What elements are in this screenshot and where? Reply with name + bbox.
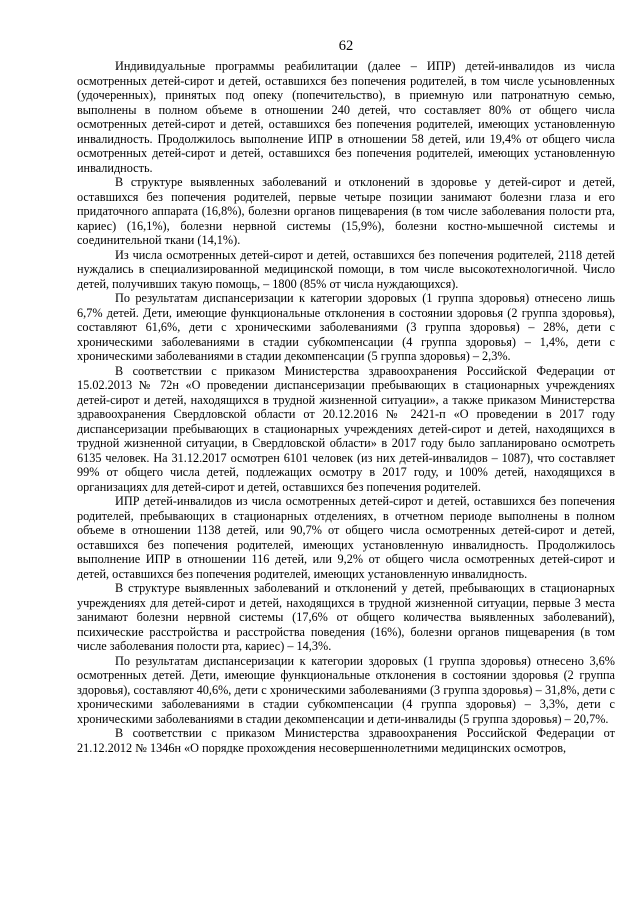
paragraph-order-72n: В соответствии с приказом Министерства здравоохранения Российской Федерации от 15.02.2013 № 72н «О проведении диспансеризации пребывающих в стационарных учреждениях детей-сирот и детей, находящихся в трудной жизненной ситуации», а также приказом Министерства здравоохранения Свердловской области от 20.12.2016 № 2421-п «О проведении в 2017 году диспансеризации пребывающих в стационарных учреждениях детей-сирот и детей, находящихся в трудной жизненной ситуации, в Свердловской области» в 2017 году было запланировано осмотреть 6135 человек. На 31.12.2017 осмотрен 6101 человек (из них детей-инвалидов – 1087), что составляет 99% от общего числа детей, подлежащих осмотру в 2017 году, и 100% детей, находящихся в организациях для детей-сирот и детей, оставшихся без попечения родителей. — [77, 363, 615, 494]
page-number: 62 — [338, 38, 354, 54]
paragraph-ipr-orphans: Индивидуальные программы реабилитации (далее – ИПР) детей-инвалидов из числа осмотренных детей-сирот и детей, оставшихся без попечения родителей, в том числе усыновленных (удочеренных), принятых под опеку (попечительство), в приемную или патронатную семью, выполнены в полном объеме в отношении 240 детей, что составляет 80% от общего числа осмотренных детей-сирот и детей, оставшихся без попечения родителей, имеющих установленную инвалидность. Продолжилось выполнение ИПР в отношении 58 детей, или 19,4% от общего числа осмотренных детей-сирот и детей, оставшихся без попечения родителей, имеющих установленную инвалидность. — [77, 59, 615, 175]
paragraph-inpatient-health-groups: По результатам диспансеризации к категории здоровых (1 группа здоровья) отнесено 3,6% осмотренных детей. Дети, имеющие функциональные отклонения в состоянии здоровья (2 группа здоровья), составляют 40,6%, дети с хроническими заболеваниями (3 группа здоровья) – 31,8%, дети с хроническими заболеваниями в стадии субкомпенсации (4 группа здоровья) – 3,3%, дети с хроническими заболеваниями в стадии декомпенсации и дети-инвалиды (5 группа здоровья) – 20,7%. — [77, 653, 615, 726]
paragraph-specialized-care: Из числа осмотренных детей-сирот и детей, оставшихся без попечения родителей, 2118 детей нуждались в специализированной медицинской помощи, в том числе высокотехнологичной. Число детей, получивших такую помощь, – 1800 (85% от числа нуждающихся). — [77, 247, 615, 291]
paragraph-health-groups: По результатам диспансеризации к категории здоровых (1 группа здоровья) отнесено лишь 6,7% детей. Дети, имеющие функциональные отклонения в состоянии здоровья (2 группа здоровья), составляют 61,6%, дети с хроническими заболеваниями (3 группа здоровья) – 28%, дети с хроническими заболеваниями в стадии субкомпенсации (4 группа здоровья) – 1,4%, дети с хроническими заболеваниями в стадии декомпенсации (5 группа здоровья) – 2,3%. — [77, 291, 615, 363]
paragraph-inpatient-disease-structure: В структуре выявленных заболеваний и отклонений у детей, пребывающих в стационарных учреждениях для детей-сирот и детей, находящихся в трудной жизненной ситуации, первые 3 места занимают болезни нервной системы (17,6% от общего количества выявленных заболеваний), психические расстройства и расстройства поведения (16%), болезни органов пищеварения (в том числе заболевания полости рта, кариес) – 14,3%. — [77, 581, 615, 653]
paragraph-disease-structure: В структуре выявленных заболеваний и отклонений в здоровье у детей-сирот и детей, оставшихся без попечения родителей, первые четыре позиции занимают болезни глаза и его придаточного аппарата (16,8%), болезни органов пищеварения (в том числе заболевания полости рта, кариес) (16,1%), болезни нервной системы (15,9%), болезни костно-мышечной системы и соединительной ткани (14,1%). — [77, 175, 615, 247]
paragraph-ipr-inpatient: ИПР детей-инвалидов из числа осмотренных детей-сирот и детей, оставшихся без попечения родителей, пребывающих в стационарных отделениях, в отчетном периоде выполнены в полном объеме в отношении 1138 детей, или 90,7% от общего числа осмотренных детей-сирот и детей, оставшихся без попечения родителей, имеющих установленную инвалидность. Продолжилось выполнение ИПР в отношении 116 детей, или 9,2% от общего числа осмотренных детей-сирот и детей, оставшихся без попечения родителей, имеющих установленную инвалидность. — [77, 494, 615, 581]
paragraph-order-1346n: В соответствии с приказом Министерства здравоохранения Российской Федерации от 21.12.2012 № 1346н «О порядке прохождения несовершеннолетними медицинских осмотров, — [77, 726, 615, 755]
